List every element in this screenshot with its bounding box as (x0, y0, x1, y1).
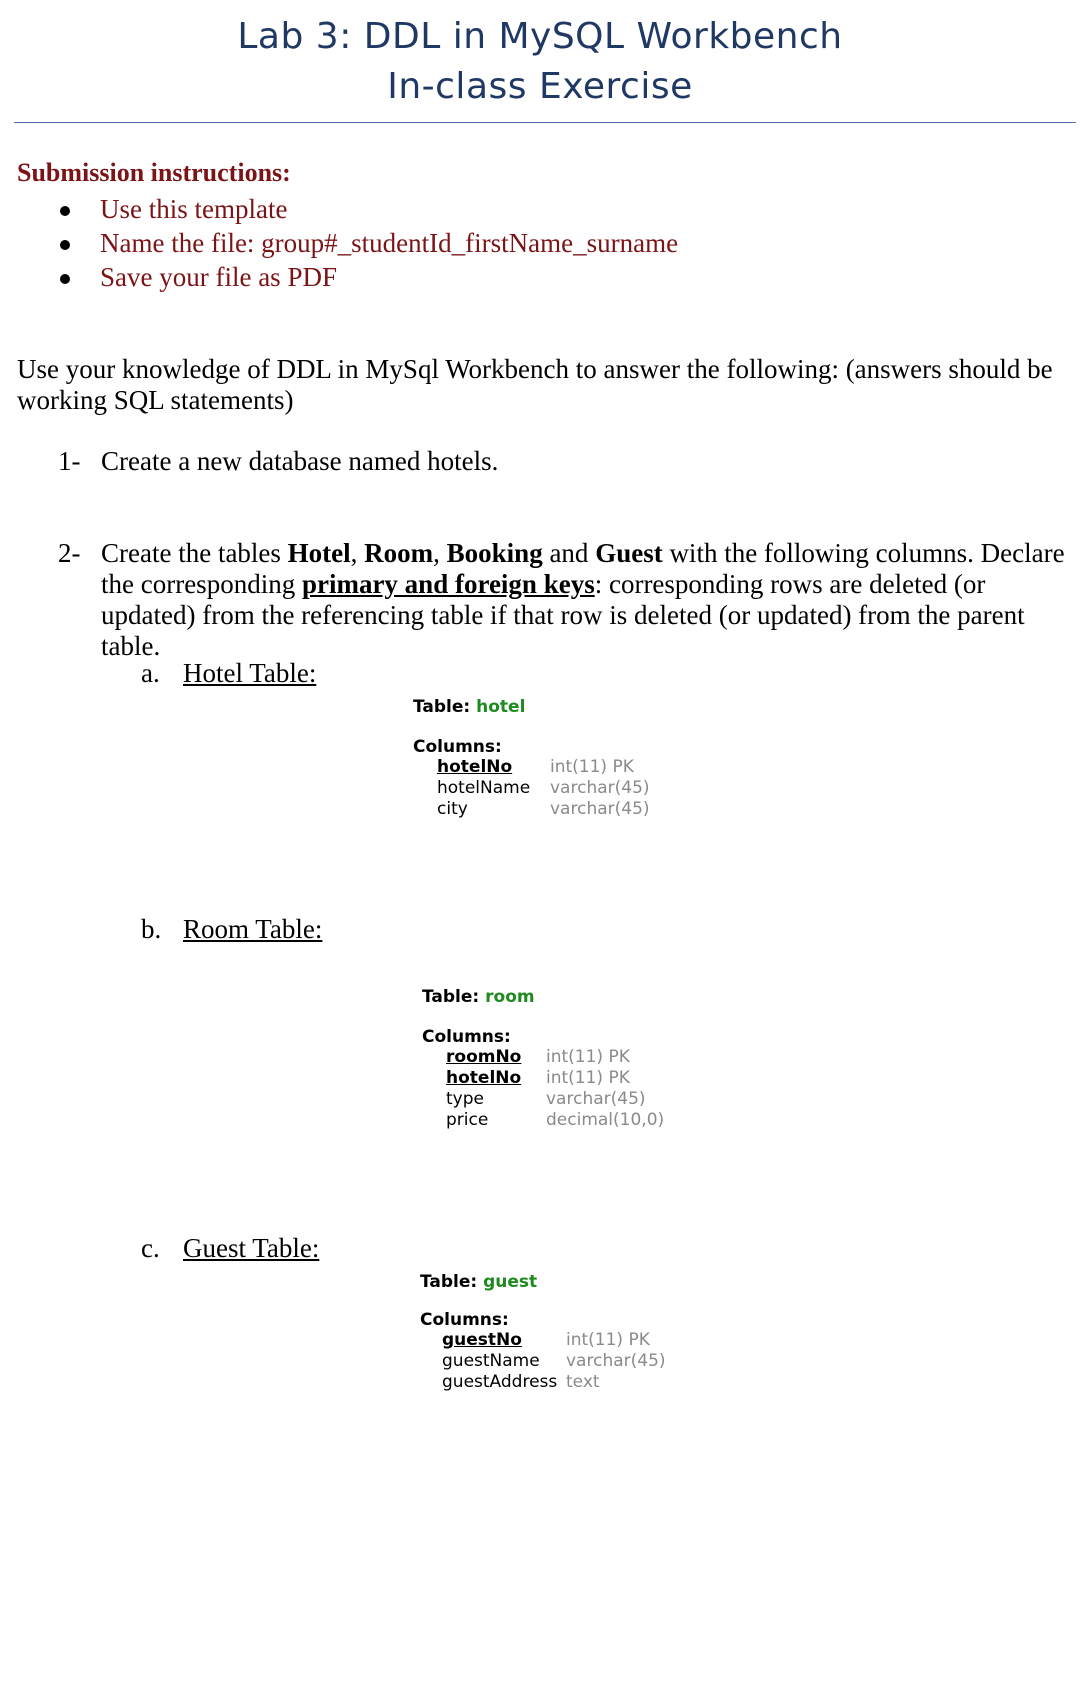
column-row: guestAddress text (442, 1372, 600, 1392)
column-row: guestName varchar(45) (442, 1351, 666, 1371)
submission-list (0, 192, 1000, 294)
bullet-icon (60, 206, 70, 216)
hotel-schema: Table: hotel Columns: hotelNo int(11) PK hotelName varchar(45) city varchar(45) (413, 697, 663, 820)
column-row: guestNo int(11) PK (442, 1330, 650, 1350)
list-item: Name the file: group#_studentId_firstName_surname (0, 226, 1000, 260)
submission-heading: Submission instructions: (17, 158, 291, 187)
list-item: Save your file as PDF (0, 260, 1000, 294)
bullet-icon (60, 274, 70, 284)
question-number: 2- (58, 538, 81, 568)
column-row: type varchar(45) (446, 1089, 646, 1109)
page-title: Lab 3: DDL in MySQL Workbench (237, 16, 843, 57)
column-row: price decimal(10,0) (446, 1110, 665, 1130)
list-item: Use this template (0, 192, 1000, 226)
question-text: Create a new database named hotels. (101, 446, 499, 476)
page-subtitle: In-class Exercise (387, 66, 693, 107)
column-row: roomNo int(11) PK (446, 1047, 630, 1067)
title-divider (14, 122, 1076, 123)
room-schema: Table: room Columns: roomNo int(11) PK hotelNo int(11) PK type varchar(45) price decimal(10,0) (422, 987, 672, 1131)
column-row: hotelNo int(11) PK (446, 1068, 630, 1088)
instructions-paragraph: Use your knowledge of DDL in MySql Workbench to answer the following: (answers should be working SQL statements) (17, 354, 1053, 415)
column-row: hotelName varchar(45) (437, 778, 650, 798)
guest-schema: Table: guest Columns: guestNo int(11) PK guestName varchar(45) guestAddress text (420, 1272, 670, 1393)
question-text: Create the tables Hotel, Room, Booking and Guest with the following columns. Declare the corresponding primary and foreign keys: corresponding rows are deleted (or updated) from the referencing table if that row is deleted (or updated) from the parent table. (101, 538, 1065, 661)
question-number: 1- (58, 446, 81, 476)
column-row: city varchar(45) (437, 799, 650, 819)
column-row: hotelNo int(11) PK (437, 757, 634, 777)
bullet-icon (60, 240, 70, 250)
